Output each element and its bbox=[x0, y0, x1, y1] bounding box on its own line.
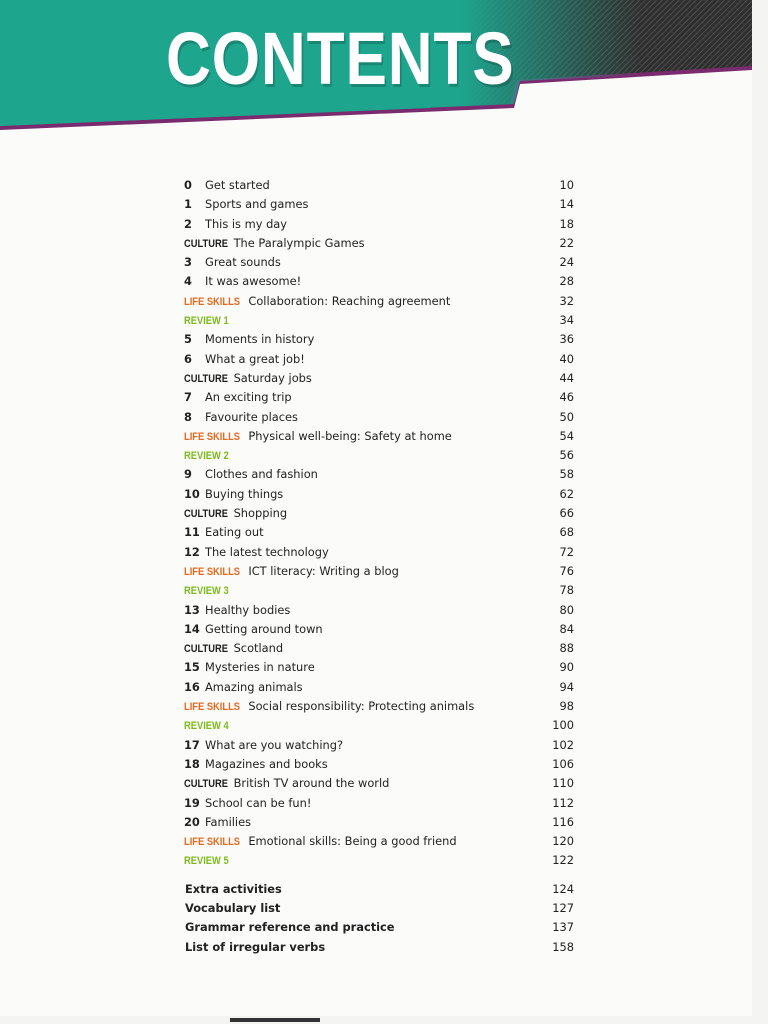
toc-entry bbox=[184, 253, 574, 272]
culture-tag: CULTURE bbox=[184, 508, 228, 521]
unit-number: 7 bbox=[184, 390, 192, 405]
toc-entry bbox=[184, 543, 574, 562]
page-number: 120 bbox=[552, 834, 574, 849]
page-number: 62 bbox=[559, 486, 574, 501]
toc-entry bbox=[184, 581, 574, 600]
toc-entry bbox=[184, 427, 574, 446]
entry-title: Great sounds bbox=[205, 255, 281, 270]
page-number: 72 bbox=[559, 544, 574, 559]
unit-number: 13 bbox=[184, 602, 200, 617]
entry-title: Emotional skills: Being a good friend bbox=[248, 834, 457, 849]
page-title: CONTENTS bbox=[166, 17, 515, 100]
page-number: 78 bbox=[559, 583, 574, 598]
page-number: 98 bbox=[559, 699, 574, 714]
unit-number: 11 bbox=[184, 525, 200, 540]
unit-number: 4 bbox=[184, 274, 192, 289]
page-number: 66 bbox=[559, 506, 574, 521]
unit-number: 9 bbox=[184, 467, 192, 482]
entry-title: What are you watching? bbox=[205, 737, 344, 752]
culture-tag: CULTURE bbox=[184, 778, 228, 791]
unit-number: 14 bbox=[184, 621, 200, 636]
toc-entry bbox=[184, 369, 574, 388]
toc-entry bbox=[184, 311, 574, 330]
extra-title: Vocabulary list bbox=[185, 900, 281, 915]
page-number: 28 bbox=[559, 274, 574, 289]
entry-title: Mysteries in nature bbox=[205, 660, 315, 675]
review-tag: REVIEW 5 bbox=[184, 855, 229, 868]
life-tag: LIFE SKILLS bbox=[184, 565, 241, 578]
toc-entry bbox=[184, 465, 574, 484]
toc-entry bbox=[184, 736, 574, 755]
entry-title: What a great job! bbox=[205, 351, 305, 366]
entry-title: Magazines and books bbox=[205, 756, 328, 771]
entry-title: Clothes and fashion bbox=[205, 467, 318, 482]
page-number: 90 bbox=[559, 660, 574, 675]
entry-title: The Paralympic Games bbox=[233, 235, 365, 250]
toc-entry bbox=[184, 504, 574, 523]
culture-tag: CULTURE bbox=[184, 372, 228, 385]
page-number: 110 bbox=[552, 776, 574, 791]
page-number: 18 bbox=[559, 216, 574, 231]
toc-entry bbox=[184, 330, 574, 349]
culture-tag: CULTURE bbox=[184, 237, 228, 250]
page-number: 34 bbox=[559, 313, 574, 328]
page-number: 127 bbox=[552, 900, 574, 915]
entry-title: Social responsibility: Protecting animals bbox=[248, 699, 475, 714]
entry-title: Sports and games bbox=[205, 197, 309, 212]
toc-entry bbox=[184, 620, 574, 639]
page-edge-mark bbox=[230, 1018, 320, 1022]
page-number: 116 bbox=[552, 814, 574, 829]
toc-entry bbox=[184, 832, 574, 851]
entry-title: Favourite places bbox=[205, 409, 298, 424]
page-number: 124 bbox=[552, 881, 574, 896]
page-number: 54 bbox=[559, 428, 574, 443]
toc-entry bbox=[184, 658, 574, 677]
unit-number: 2 bbox=[184, 216, 192, 231]
page-number: 137 bbox=[552, 920, 574, 935]
page-number: 80 bbox=[559, 602, 574, 617]
entry-title: The latest technology bbox=[205, 544, 329, 559]
unit-number: 3 bbox=[184, 255, 192, 270]
entry-title: Getting around town bbox=[205, 621, 323, 636]
toc-entry bbox=[184, 639, 574, 658]
page-number: 24 bbox=[559, 255, 574, 270]
toc-entry bbox=[184, 716, 574, 735]
toc-entry bbox=[184, 408, 574, 427]
extra-entry bbox=[184, 899, 574, 918]
toc-entry bbox=[184, 562, 574, 581]
toc-entry bbox=[184, 195, 574, 214]
toc-entry bbox=[184, 388, 574, 407]
page-number: 14 bbox=[559, 197, 574, 212]
entry-title: Get started bbox=[205, 178, 270, 192]
unit-number: 12 bbox=[184, 544, 200, 559]
toc-entry bbox=[184, 813, 574, 832]
entry-title: This is my day bbox=[205, 216, 288, 231]
review-tag: REVIEW 1 bbox=[184, 315, 229, 328]
toc-entry bbox=[184, 851, 574, 870]
page-number: 88 bbox=[559, 641, 574, 656]
entry-title: Saturday jobs bbox=[233, 370, 312, 385]
page-number: 44 bbox=[559, 370, 574, 385]
toc-entry bbox=[184, 350, 574, 369]
entry-title: Healthy bodies bbox=[205, 602, 291, 617]
page-number: 94 bbox=[559, 679, 574, 694]
toc-entry bbox=[184, 485, 574, 504]
unit-number: 18 bbox=[184, 756, 200, 771]
toc-entry bbox=[184, 774, 574, 793]
page-number: 68 bbox=[559, 525, 574, 540]
toc-entry bbox=[184, 272, 574, 291]
unit-number: 0 bbox=[184, 178, 192, 192]
unit-number: 19 bbox=[184, 795, 200, 810]
life-tag: LIFE SKILLS bbox=[184, 430, 241, 443]
entry-title: Buying things bbox=[205, 486, 284, 501]
entry-title: School can be fun! bbox=[205, 795, 312, 810]
extra-entry bbox=[184, 880, 574, 899]
entry-title: It was awesome! bbox=[205, 274, 302, 289]
entry-title: Amazing animals bbox=[205, 679, 303, 694]
extra-entry bbox=[184, 918, 574, 937]
toc-entry bbox=[184, 601, 574, 620]
entry-title: Physical well-being: Safety at home bbox=[248, 428, 452, 443]
contents-banner bbox=[0, 0, 752, 140]
toc-entry bbox=[184, 446, 574, 465]
review-tag: REVIEW 2 bbox=[184, 450, 229, 463]
toc-entry bbox=[184, 292, 574, 311]
toc-entry bbox=[184, 755, 574, 774]
page-number: 158 bbox=[552, 939, 574, 954]
unit-number: 5 bbox=[184, 332, 192, 347]
page-number: 46 bbox=[559, 390, 574, 405]
entry-title: Eating out bbox=[205, 525, 264, 540]
entry-title: Shopping bbox=[233, 506, 288, 521]
page-number: 50 bbox=[559, 409, 574, 424]
life-tag: LIFE SKILLS bbox=[184, 836, 241, 849]
unit-number: 8 bbox=[184, 409, 192, 424]
page-number: 102 bbox=[552, 737, 574, 752]
page-number: 10 bbox=[559, 178, 574, 192]
unit-number: 6 bbox=[184, 351, 192, 366]
entry-title: Collaboration: Reaching agreement bbox=[248, 293, 451, 308]
unit-number: 17 bbox=[184, 737, 200, 752]
entry-title: Moments in history bbox=[205, 332, 315, 347]
unit-number: 16 bbox=[184, 679, 200, 694]
page-number: 32 bbox=[559, 293, 574, 308]
unit-number: 10 bbox=[184, 486, 200, 501]
page-number: 22 bbox=[559, 235, 574, 250]
toc-entry bbox=[184, 678, 574, 697]
page-number: 56 bbox=[559, 448, 574, 463]
page-number: 100 bbox=[552, 718, 574, 733]
life-tag: LIFE SKILLS bbox=[184, 295, 241, 308]
review-tag: REVIEW 3 bbox=[184, 585, 229, 598]
unit-number: 1 bbox=[184, 197, 192, 212]
page-number: 76 bbox=[559, 563, 574, 578]
review-tag: REVIEW 4 bbox=[184, 720, 229, 733]
culture-tag: CULTURE bbox=[184, 643, 228, 656]
page-number: 84 bbox=[559, 621, 574, 636]
toc-entry bbox=[184, 176, 574, 195]
table-of-contents bbox=[184, 176, 574, 957]
entry-title: Families bbox=[205, 814, 252, 829]
page-number: 58 bbox=[559, 467, 574, 482]
extra-title: Grammar reference and practice bbox=[185, 920, 395, 935]
entry-title: British TV around the world bbox=[233, 776, 390, 791]
entry-title: An exciting trip bbox=[205, 390, 292, 405]
page-number: 112 bbox=[552, 795, 574, 810]
toc-entry bbox=[184, 215, 574, 234]
toc-entry bbox=[184, 794, 574, 813]
entry-title: ICT literacy: Writing a blog bbox=[248, 563, 399, 578]
extra-entry bbox=[184, 938, 574, 957]
unit-number: 15 bbox=[184, 660, 200, 675]
page-number: 36 bbox=[559, 332, 574, 347]
unit-number: 20 bbox=[184, 814, 200, 829]
page-number: 40 bbox=[559, 351, 574, 366]
extra-title: Extra activities bbox=[185, 881, 282, 896]
toc-entry bbox=[184, 697, 574, 716]
extra-title: List of irregular verbs bbox=[185, 939, 326, 954]
life-tag: LIFE SKILLS bbox=[184, 701, 241, 714]
toc-entry bbox=[184, 523, 574, 542]
page-number: 122 bbox=[552, 853, 574, 868]
toc-entry bbox=[184, 234, 574, 253]
section-gap bbox=[184, 871, 574, 880]
page-number: 106 bbox=[552, 756, 574, 771]
entry-title: Scotland bbox=[233, 641, 284, 656]
